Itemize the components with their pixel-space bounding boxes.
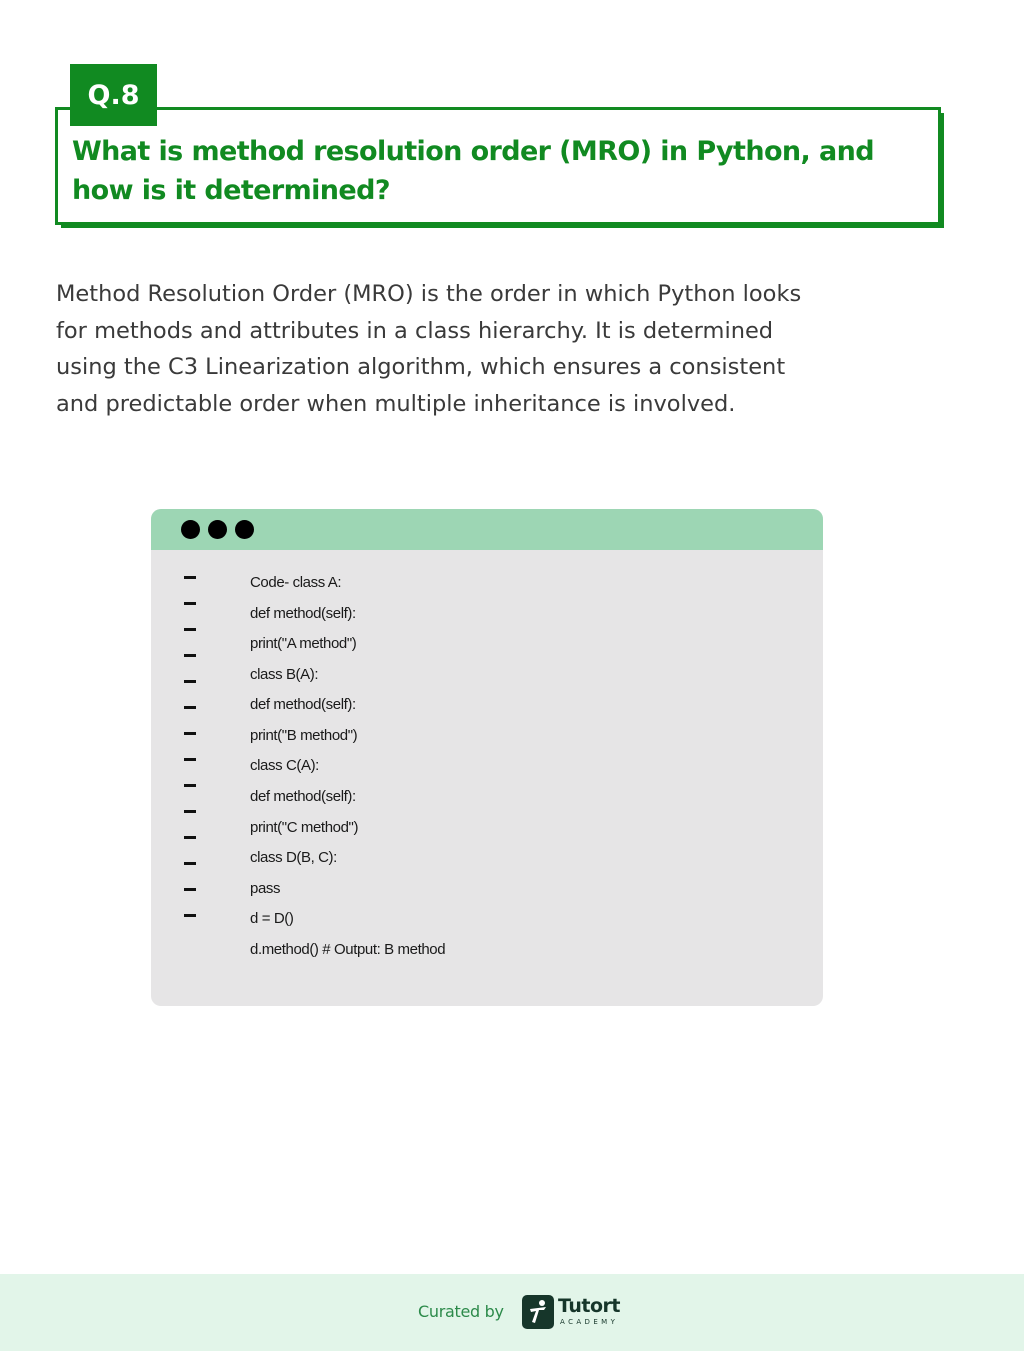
answer-line: Method Resolution Order (MRO) is the order in which Python looks: [56, 281, 802, 307]
line-marker-icon: [184, 888, 196, 891]
brand-name: Tutort: [558, 1295, 620, 1317]
code-line: def method(self):: [250, 788, 356, 805]
question-box: [55, 107, 941, 225]
line-marker-icon: [184, 602, 196, 605]
answer-line: and predictable order when multiple inheritance is involved.: [56, 391, 736, 418]
line-marker-icon: [184, 836, 196, 839]
line-marker-icon: [184, 706, 196, 709]
line-marker-icon: [184, 862, 196, 865]
code-window: [151, 509, 823, 1006]
line-marker-icon: [184, 628, 196, 631]
line-marker-icon: [184, 576, 196, 579]
code-line: print("C method"): [250, 819, 359, 836]
line-marker-icon: [184, 810, 196, 813]
code-line: print("A method"): [250, 635, 357, 652]
question-title: What is method resolution order (MRO) in Python, and how is it determined?: [72, 136, 874, 206]
tutort-logo-icon: [522, 1295, 554, 1329]
line-marker-icon: [184, 784, 196, 787]
question-number: Q.8: [87, 79, 140, 111]
code-line: print("B method"): [250, 727, 358, 744]
window-dot-icon: [181, 520, 200, 539]
code-line: class B(A):: [250, 666, 319, 683]
code-line: class C(A):: [250, 757, 319, 774]
code-line: class D(B, C):: [250, 849, 337, 866]
brand-subtitle: ACADEMY: [560, 1318, 619, 1326]
answer-line: using the C3 Linearization algorithm, which ensures a consistent: [56, 354, 786, 381]
answer-paragraph: [56, 276, 956, 423]
question-number-badge: [70, 64, 157, 126]
code-line: Code- class A:: [250, 574, 342, 591]
code-line: pass: [250, 880, 281, 897]
curated-by-label: Curated by: [418, 1302, 504, 1321]
code-line: def method(self):: [250, 696, 356, 713]
line-marker-icon: [184, 758, 196, 761]
line-marker-icon: [184, 680, 196, 683]
line-marker-icon: [184, 654, 196, 657]
answer-line: for methods and attributes in a class hierarchy. It is determined: [56, 317, 774, 344]
code-line: d.method() # Output: B method: [250, 941, 446, 958]
code-line: def method(self):: [250, 605, 356, 622]
window-dot-icon: [208, 520, 227, 539]
code-window-titlebar: [151, 509, 823, 550]
footer: [0, 1274, 1024, 1351]
code-line: d = D(): [250, 910, 294, 927]
line-marker-icon: [184, 732, 196, 735]
line-marker-icon: [184, 914, 196, 917]
window-dot-icon: [235, 520, 254, 539]
